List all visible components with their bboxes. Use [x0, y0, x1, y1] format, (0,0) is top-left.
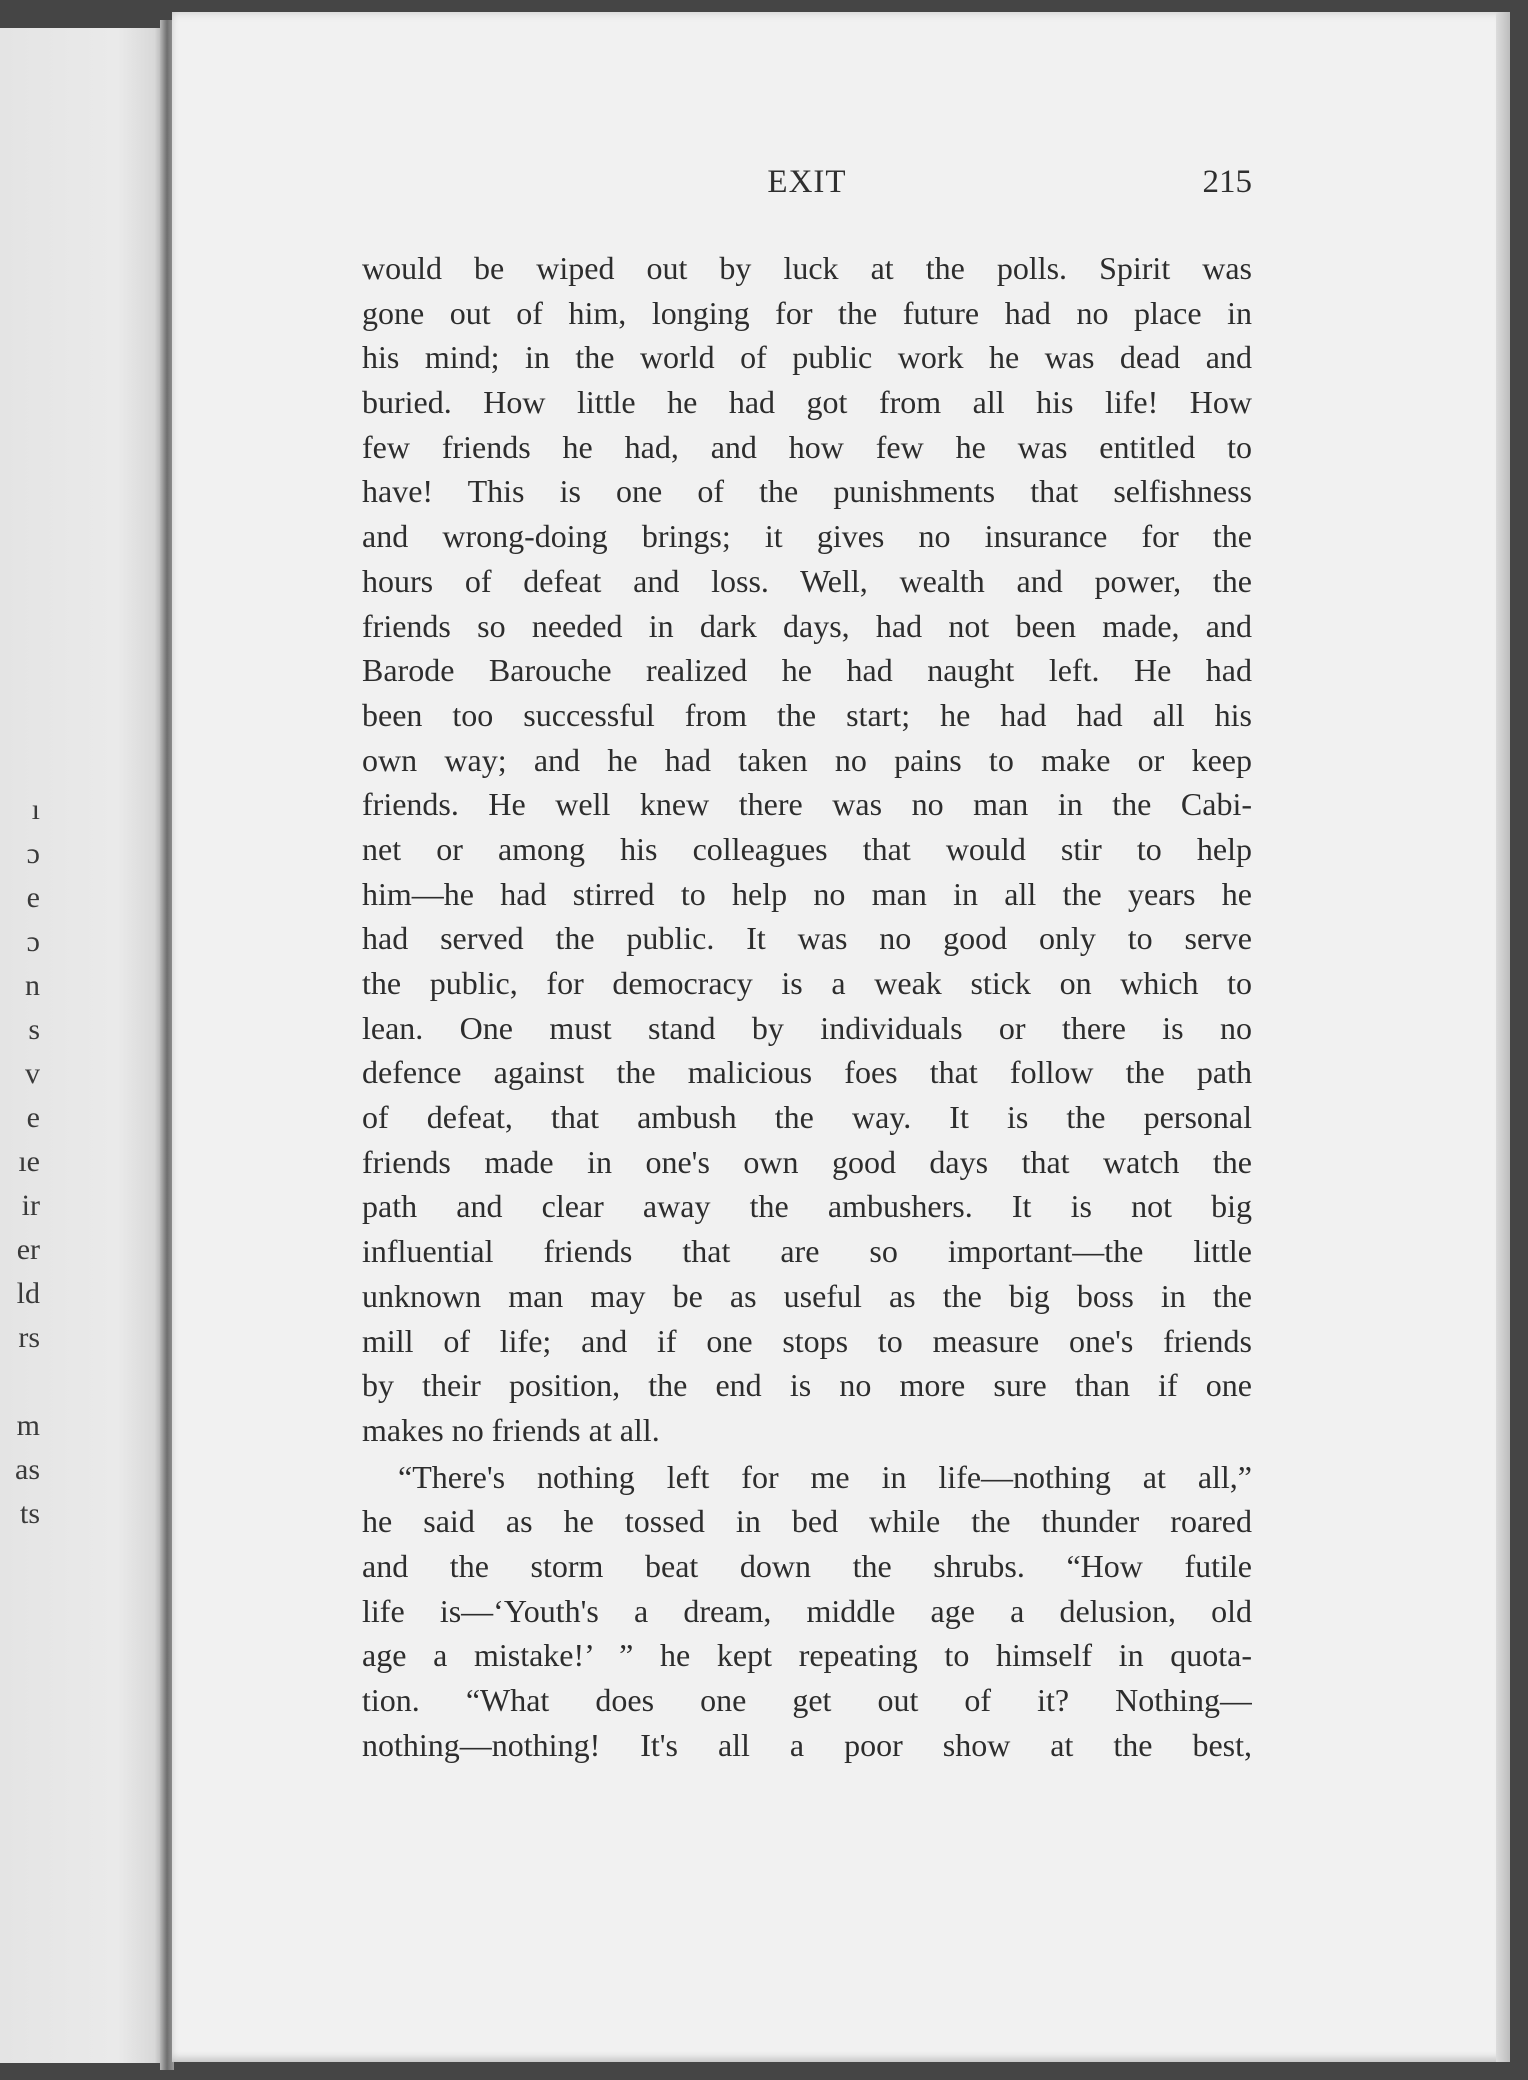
facing-page-edge	[0, 28, 168, 2063]
facing-page-fragment: s	[28, 1013, 40, 1046]
facing-page-fragment: v	[25, 1057, 40, 1090]
facing-page-fragment: ı	[31, 793, 40, 826]
text-line: friends so needed in dark days, had not been made, and	[362, 607, 1252, 644]
book-page	[172, 12, 1510, 2062]
text-line: few friends he had, and how few he was entitled to	[362, 428, 1252, 465]
text-line: Barode Barouche realized he had naught left. He had	[362, 652, 1252, 689]
text-line: makes no friends at all.	[362, 1411, 660, 1448]
running-title: EXIT	[767, 164, 847, 200]
text-line: age a mistake!’ ” he kept repeating to himself in quota-	[362, 1637, 1252, 1674]
text-line: mill of life; and if one stops to measure one's friends	[362, 1322, 1252, 1359]
paragraph	[362, 246, 1252, 1453]
text-line: influential friends that are so important—the little	[362, 1233, 1252, 1270]
facing-page-fragment	[0, 1360, 40, 1404]
page-edge-shadow	[1496, 12, 1510, 2062]
text-line: tion. “What does one get out of it? Nothing—	[362, 1682, 1252, 1718]
text-line: him—he had stirred to help no man in all the years he	[362, 875, 1252, 912]
text-line: and wrong-doing brings; it gives no insurance for the	[362, 518, 1252, 555]
text-line: net or among his colleagues that would stir to help	[362, 830, 1252, 867]
facing-page-text-fragments	[0, 788, 40, 1536]
facing-page-fragment: e	[26, 1101, 40, 1134]
text-line: gone out of him, longing for the future had no place in	[362, 294, 1252, 331]
text-line: “There's nothing left for me in life—nothing at all,”	[398, 1458, 1252, 1495]
facing-page-fragment: ɔ	[26, 925, 40, 958]
text-line: had served the public. It was no good only to serve	[362, 920, 1252, 957]
text-line: buried. How little he had got from all his life! How	[362, 384, 1252, 421]
facing-page-fragment: ts	[19, 1497, 40, 1530]
text-line: nothing—nothing! It's all a poor show at the best,	[362, 1726, 1252, 1763]
text-line: he said as he tossed in bed while the thunder roared	[362, 1503, 1252, 1540]
text-line: hours of defeat and loss. Well, wealth and power, the	[362, 562, 1252, 599]
facing-page-fragment: ir	[21, 1189, 40, 1222]
text-line: defence against the malicious foes that follow the path	[362, 1054, 1252, 1091]
text-line: life is—‘Youth's a dream, middle age a delusion, old	[362, 1592, 1252, 1629]
text-line: would be wiped out by luck at the polls. Spirit was	[362, 250, 1252, 286]
facing-page-fragment: as	[15, 1453, 40, 1486]
body-text	[362, 246, 1252, 1767]
text-line: by their position, the end is no more sure than if one	[362, 1367, 1252, 1404]
text-line: path and clear away the ambushers. It is not big	[362, 1188, 1252, 1225]
text-line: own way; and he had taken no pains to make or keep	[362, 741, 1252, 778]
facing-page-fragment: ɔ	[26, 837, 40, 870]
text-line: and the storm beat down the shrubs. “How futile	[362, 1547, 1252, 1584]
paragraph	[362, 1455, 1252, 1768]
text-line: his mind; in the world of public work he was dead and	[362, 339, 1252, 376]
text-line: lean. One must stand by individuals or there is no	[362, 1009, 1252, 1046]
page-number: 215	[1202, 164, 1252, 200]
text-line: the public, for democracy is a weak stick on which to	[362, 965, 1252, 1001]
text-line: have! This is one of the punishments that selfishness	[362, 473, 1252, 510]
text-line: been too successful from the start; he had had all his	[362, 696, 1252, 733]
facing-page-fragment: e	[26, 881, 40, 914]
facing-page-fragment: m	[16, 1409, 40, 1442]
facing-page-fragment: rs	[18, 1321, 40, 1354]
page-header	[362, 164, 1252, 214]
facing-page-fragment: er	[16, 1233, 40, 1266]
facing-page-fragment: ıe	[18, 1145, 40, 1178]
facing-page-fragment: n	[25, 969, 40, 1002]
text-line: friends made in one's own good days that watch the	[362, 1143, 1252, 1180]
facing-page-fragment: ld	[16, 1277, 40, 1310]
text-line: of defeat, that ambush the way. It is the personal	[362, 1099, 1252, 1136]
text-line: friends. He well knew there was no man in the Cabi-	[362, 786, 1252, 823]
text-line: unknown man may be as useful as the big boss in the	[362, 1277, 1252, 1314]
